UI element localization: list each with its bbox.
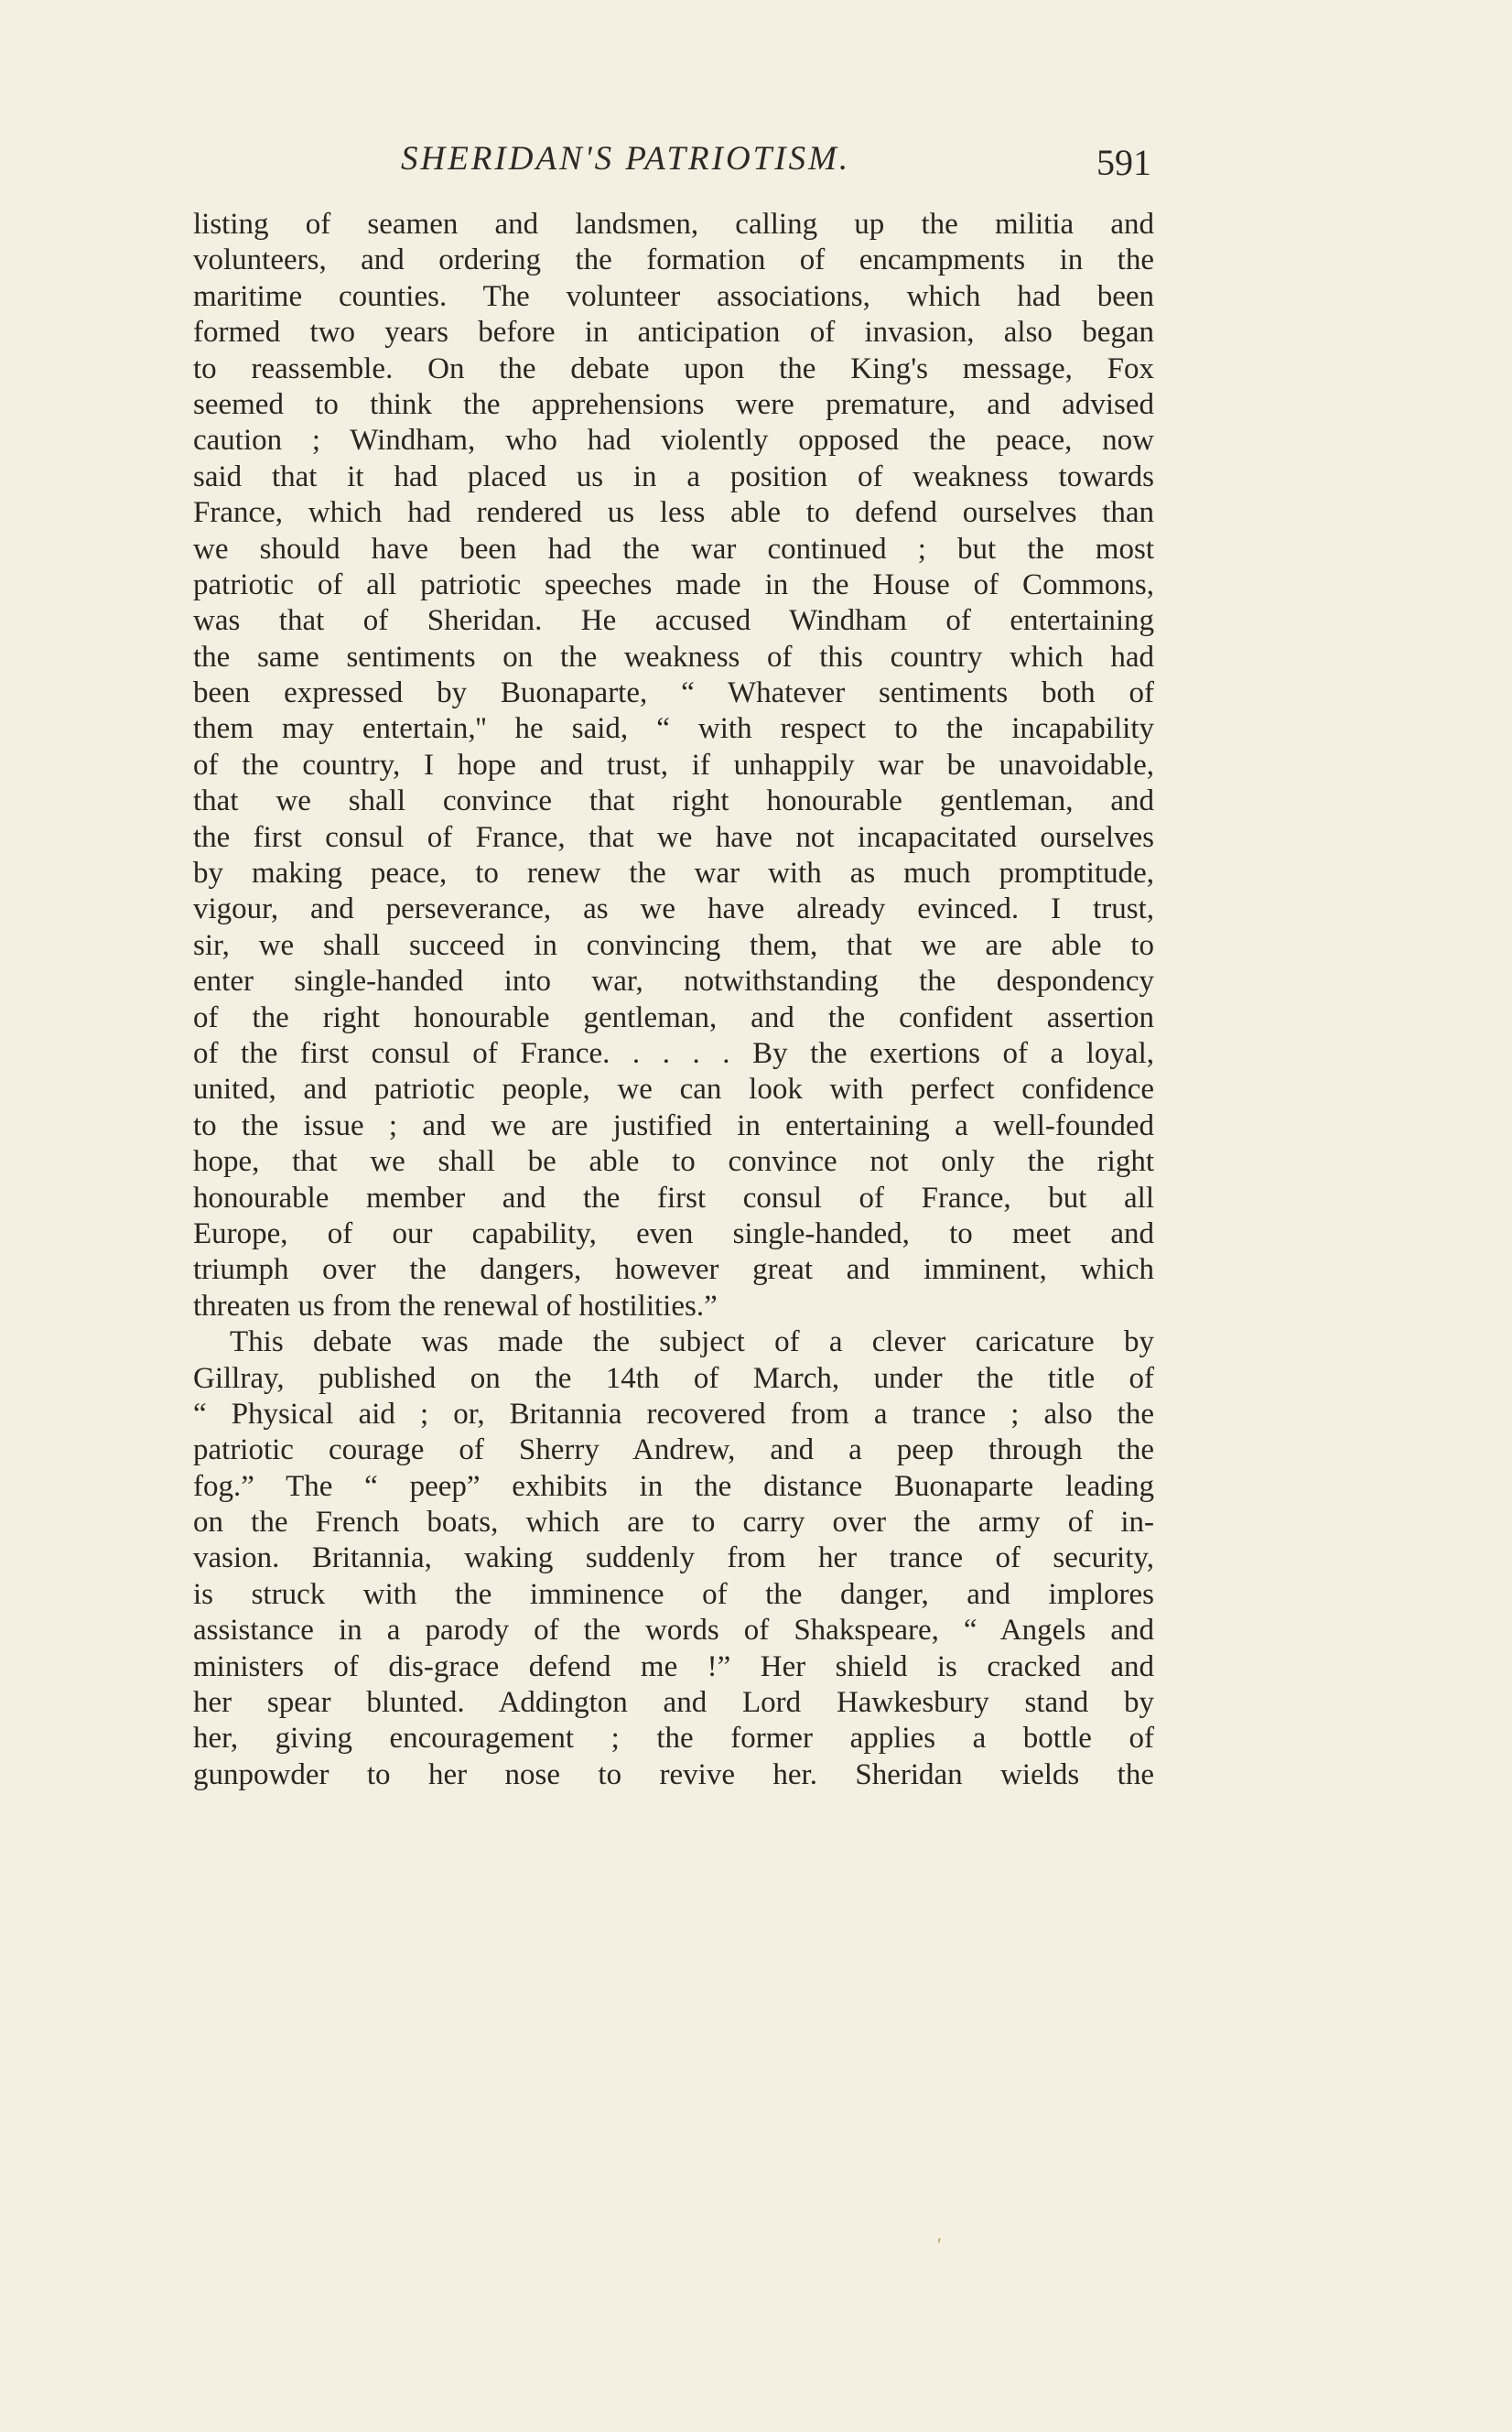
text-line: seemed to think the apprehensions were premature, and advised (193, 387, 1154, 421)
text-line: caution ; Windham, who had violently opposed the peace, now (193, 424, 1154, 458)
text-line: Gillray, published on the 14th of March, under the title of (193, 1361, 1154, 1395)
running-title: SHERIDAN'S PATRIOTISM. (401, 140, 851, 178)
text-line: “ Physical aid ; or, Britannia recovered from a trance ; also the (193, 1397, 1154, 1431)
text-line: by making peace, to renew the war with as much promptitude, (193, 857, 1154, 891)
text-line: vigour, and perseverance, as we have already evinced. I trust, (193, 892, 1154, 926)
text-line: is struck with the imminence of the danger, and implores (193, 1577, 1154, 1611)
text-line: them may entertain,'' he said, “ with respect to the incapability (193, 712, 1154, 746)
text-line: listing of seamen and landsmen, calling up the militia and (193, 208, 1154, 241)
text-line: been expressed by Buonaparte, “ Whatever sentiments both of (193, 676, 1154, 710)
text-line: her, giving encouragement ; the former applies a bottle of (193, 1722, 1154, 1756)
running-head (0, 139, 1512, 194)
text-line: that we shall convince that right honourable gentleman, and (193, 784, 1154, 818)
text-line: patriotic courage of Sherry Andrew, and a peep through the (193, 1433, 1154, 1467)
text-line: said that it had placed us in a position of weakness towards (193, 459, 1154, 493)
text-line: fog.” The “ peep” exhibits in the distance Buonaparte leading (193, 1469, 1154, 1503)
text-line: maritime counties. The volunteer associations, which had been (193, 279, 1154, 313)
text-line: to the issue ; and we are justified in entertaining a well-founded (193, 1108, 1154, 1142)
text-line: on the French boats, which are to carry over the army of in- (193, 1506, 1154, 1540)
text-line: ministers of dis-grace defend me !” Her shield is cracked and (193, 1649, 1154, 1683)
text-line: gunpowder to her nose to revive her. Sheridan wields the (193, 1757, 1154, 1791)
text-line: France, which had rendered us less able to defend ourselves than (193, 496, 1154, 530)
text-line: honourable member and the first consul of France, but all (193, 1181, 1154, 1215)
text-line: of the first consul of France. . . . . By the exertions of a loyal, (193, 1036, 1154, 1070)
text-line: was that of Sheridan. He accused Windham of entertaining (193, 604, 1154, 638)
text-line: assistance in a parody of the words of Shakspeare, “ Angels and (193, 1614, 1154, 1648)
text-line: the same sentiments on the weakness of this country which had (193, 640, 1154, 674)
text-line: enter single-handed into war, notwithstanding the despondency (193, 965, 1154, 999)
text-line: of the right honourable gentleman, and the confident assertion (193, 1000, 1154, 1034)
text-line: patriotic of all patriotic speeches made in the House of Commons, (193, 567, 1154, 601)
text-line: the first consul of France, that we have not incapacitated ourselves (193, 820, 1154, 854)
text-line: united, and patriotic people, we can look with perfect confidence (193, 1073, 1154, 1107)
text-line: formed two years before in anticipation of invasion, also began (193, 316, 1154, 350)
paragraph-end-line: threaten us from the renewal of hostilities.” (193, 1289, 718, 1323)
text-line: to reassemble. On the debate upon the King's message, Fox (193, 351, 1154, 385)
text-line: triumph over the dangers, however great and imminent, which (193, 1253, 1154, 1287)
text-line: her spear blunted. Addington and Lord Hawkesbury stand by (193, 1686, 1154, 1720)
text-line: hope, that we shall be able to convince not only the right (193, 1145, 1154, 1179)
text-line: sir, we shall succeed in convincing them, that we are able to (193, 928, 1154, 962)
text-line: of the country, I hope and trust, if unhappily war be unavoidable, (193, 748, 1154, 782)
text-line: volunteers, and ordering the formation of encampments in the (193, 243, 1154, 277)
page-number: 591 (1096, 142, 1151, 183)
text-line: Europe, of our capability, even single-handed, to meet and (193, 1216, 1154, 1250)
text-line: vasion. Britannia, waking suddenly from her trance of security, (193, 1541, 1154, 1575)
body-text (193, 207, 1154, 1793)
text-line: we should have been had the war continued ; but the most (193, 532, 1154, 566)
ink-speck: ′ (937, 2233, 942, 2256)
paragraph-start-line: This debate was made the subject of a clever caricature by (230, 1325, 1154, 1359)
